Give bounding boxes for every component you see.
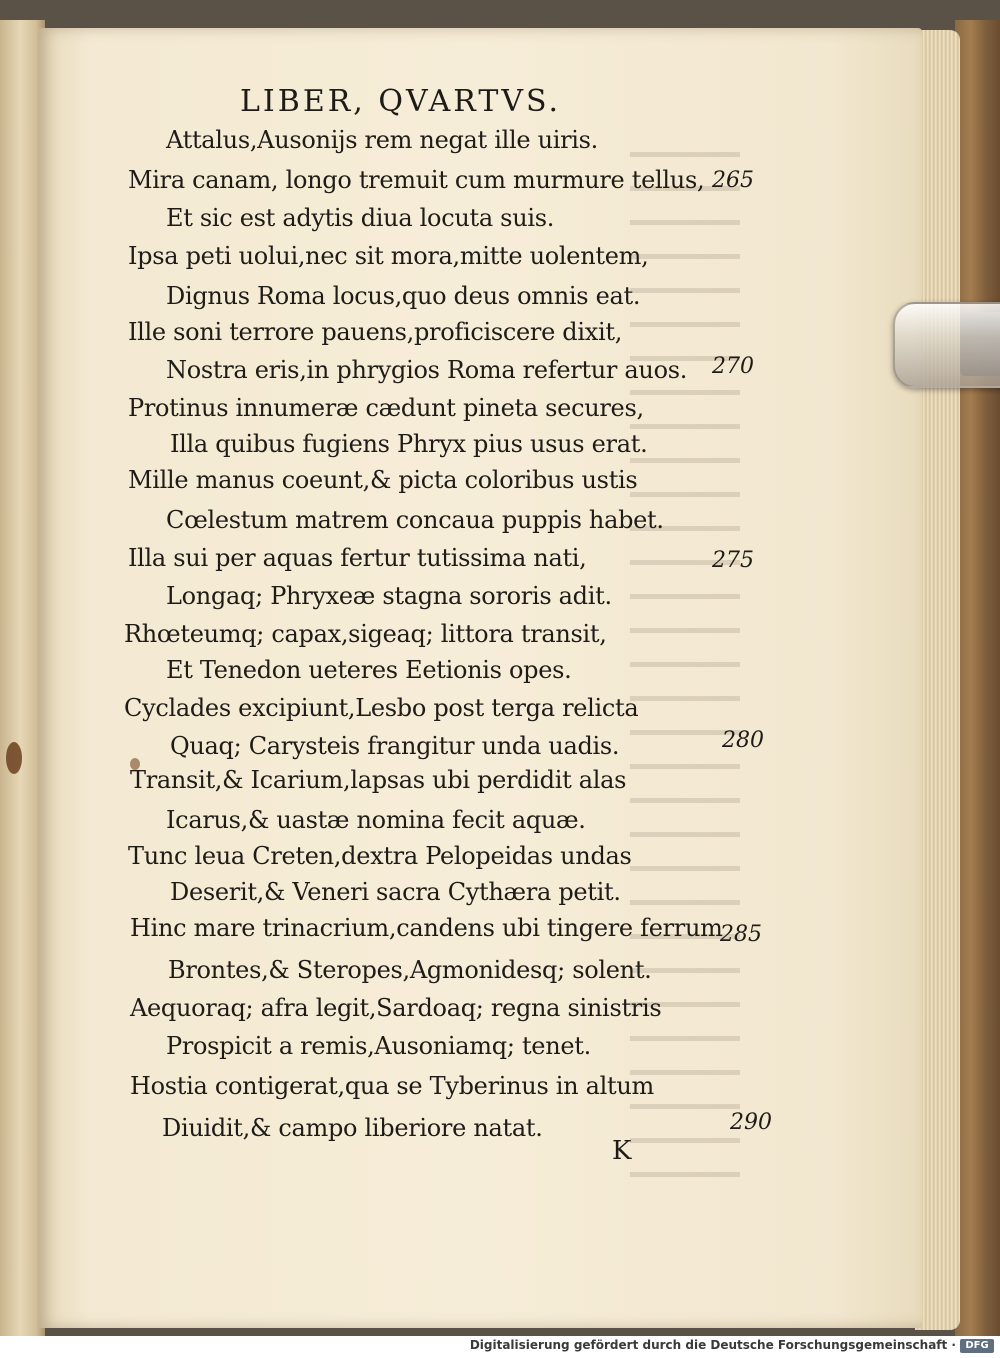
verse-line: Hinc mare trinacrium,candens ubi tingere ferrum — [130, 914, 723, 942]
footer-bar — [0, 1336, 1000, 1358]
line-number: 280 — [722, 728, 764, 753]
verse-line: Transit,& Icarium,lapsas ubi perdidit alas — [130, 766, 627, 794]
ink-stain — [6, 742, 22, 774]
verse-line: Longaq; Phryxeæ stagna sororis adit. — [166, 582, 612, 610]
line-number: 265 — [712, 168, 754, 193]
verse-line: Ille soni terrore pauens,proficiscere dixit, — [128, 318, 623, 346]
signature-mark: K — [612, 1136, 632, 1166]
verse-line: Illa sui per aquas fertur tutissima nati, — [128, 544, 587, 572]
verse-line: Tunc leua Creten,dextra Pelopeidas undas — [128, 842, 632, 870]
verse-line: Icarus,& uastæ nomina fecit aquæ. — [166, 806, 586, 834]
verse-line: Mille manus coeunt,& picta coloribus ustis — [128, 466, 638, 494]
running-title: LIBER, QVARTVS. — [240, 84, 562, 119]
verse-line: Dignus Roma locus,quo deus omnis eat. — [166, 282, 641, 310]
book-cover-board — [955, 20, 1000, 1336]
verse-line: Cyclades excipiunt,Lesbo post terga relicta — [124, 694, 639, 722]
verse-line: Diuidit,& campo liberiore natat. — [162, 1114, 543, 1142]
verse-line: Brontes,& Steropes,Agmonidesq; solent. — [168, 956, 652, 984]
footer-credit: Digitalisierung gefördert durch die Deutsche Forschungsgemeinschaft · — [469, 1338, 956, 1352]
line-number: 290 — [730, 1110, 772, 1135]
verse-line: Attalus,Ausonijs rem negat ille uiris. — [166, 126, 599, 154]
verse-line: Ipsa peti uolui,nec sit mora,mitte uolentem, — [128, 242, 649, 270]
verse-line: Hostia contigerat,qua se Tyberinus in altum — [130, 1072, 654, 1100]
glass-page-weight — [893, 302, 1000, 388]
verse-line: Et Tenedon ueteres Eetionis opes. — [166, 656, 572, 684]
verse-line: Prospicit a remis,Ausoniamq; tenet. — [166, 1032, 591, 1060]
dfg-logo-icon: DFG — [960, 1339, 994, 1353]
verse-line: Quaq; Carysteis frangitur unda uadis. — [170, 732, 620, 760]
verse-line: Nostra eris,in phrygios Roma refertur auos. — [166, 356, 688, 384]
line-number: 275 — [712, 548, 754, 573]
verse-line: Rhœteumq; capax,sigeaq; littora transit, — [124, 620, 607, 648]
show-through-text — [630, 130, 740, 1180]
verse-line: Deserit,& Veneri sacra Cythæra petit. — [170, 878, 621, 906]
line-number: 285 — [720, 922, 762, 947]
verse-line: Mira canam, longo tremuit cum murmure tellus, — [128, 166, 705, 194]
verse-line: Illa quibus fugiens Phryx pius usus erat. — [170, 430, 648, 458]
verse-line: Cœlestum matrem concaua puppis habet. — [166, 506, 664, 534]
verse-line: Protinus innumeræ cædunt pineta secures, — [128, 394, 644, 422]
verse-line: Aequoraq; afra legit,Sardoaq; regna sinistris — [130, 994, 662, 1022]
verse-line: Et sic est adytis diua locuta suis. — [166, 204, 555, 232]
line-number: 270 — [712, 354, 754, 379]
